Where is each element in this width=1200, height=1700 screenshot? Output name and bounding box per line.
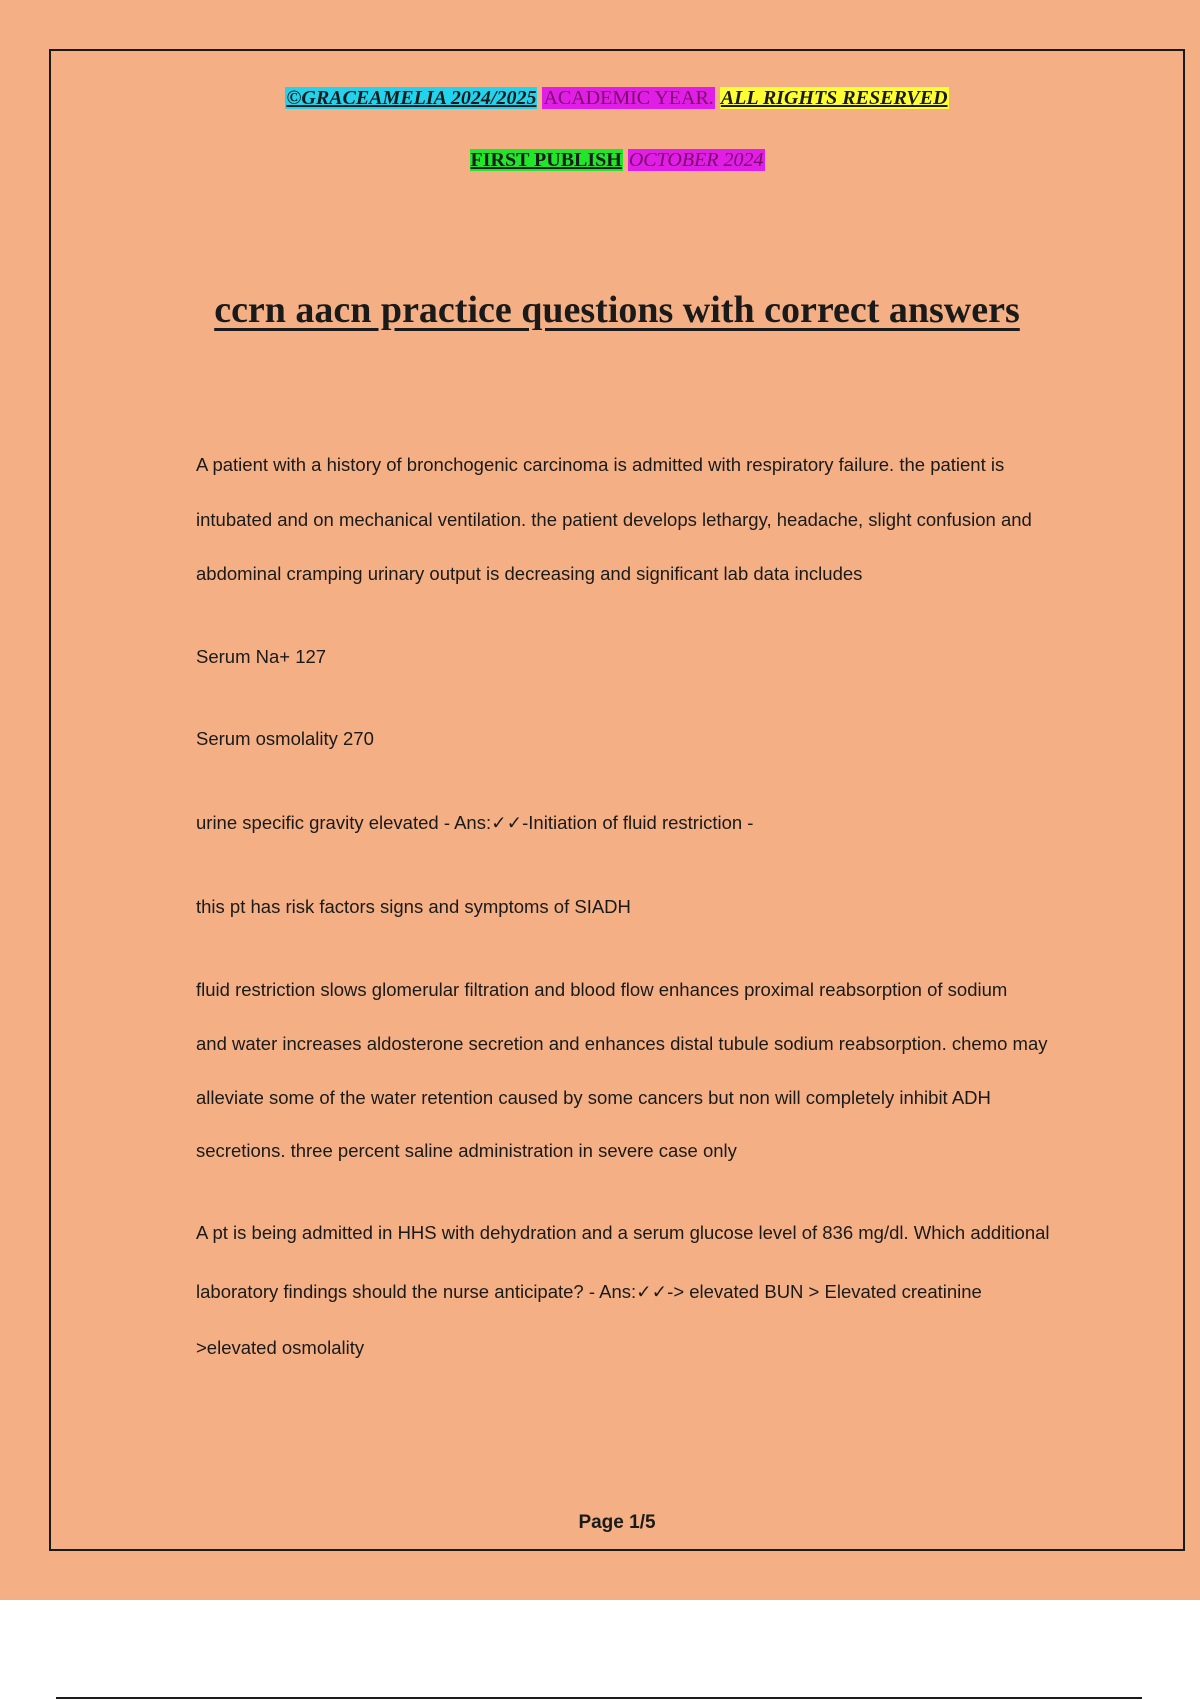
body-line: abdominal cramping urinary output is decreasing and significant lab data includes <box>196 563 863 584</box>
page-number: Page 1/5 <box>578 1512 656 1533</box>
lab-value-line: Serum Na+ 127 <box>196 646 327 667</box>
document-title: ccrn aacn practice questions with correct answers <box>214 289 1020 331</box>
body-line: this pt has risk factors signs and symptoms of SIADH <box>196 896 631 917</box>
page-border-frame <box>49 49 1185 1551</box>
answer-line: laboratory findings should the nurse anticipate? - Ans:✓✓-> elevated BUN > Elevated creatinine <box>196 1281 982 1302</box>
academic-year-label: ACADEMIC YEAR. <box>543 87 714 109</box>
body-line: alleviate some of the water retention caused by some cancers but non will completely inhibit ADH <box>196 1087 991 1108</box>
publish-date-label: OCTOBER 2024 <box>628 149 764 171</box>
answer-line: urine specific gravity elevated - Ans:✓✓-Initiation of fluid restriction - <box>196 812 754 833</box>
body-line: fluid restriction slows glomerular filtration and blood flow enhances proximal reabsorption of sodium <box>196 979 1008 1000</box>
body-line: intubated and on mechanical ventilation. the patient develops lethargy, headache, slight confusion and <box>196 509 1032 530</box>
body-line: secretions. three percent saline administration in severe case only <box>196 1140 737 1161</box>
lab-value-line: Serum osmolality 270 <box>196 728 374 749</box>
next-page-divider <box>56 1697 1142 1699</box>
body-line: A patient with a history of bronchogenic carcinoma is admitted with respiratory failure. the patient is <box>196 454 1005 475</box>
copyright-header <box>51 86 1183 110</box>
answer-line: >elevated osmolality <box>196 1337 365 1358</box>
body-line: and water increases aldosterone secretion and enhances distal tubule sodium reabsorption. chemo may <box>196 1033 1048 1054</box>
copyright-label: ©GRACEAMELIA 2024/2025 <box>286 87 537 109</box>
question-line: A pt is being admitted in HHS with dehydration and a serum glucose level of 836 mg/dl. Which additional <box>196 1222 1050 1243</box>
rights-reserved-label: ALL RIGHTS RESERVED <box>720 87 948 109</box>
publish-header <box>51 148 1183 172</box>
first-publish-label: FIRST PUBLISH <box>470 149 622 171</box>
